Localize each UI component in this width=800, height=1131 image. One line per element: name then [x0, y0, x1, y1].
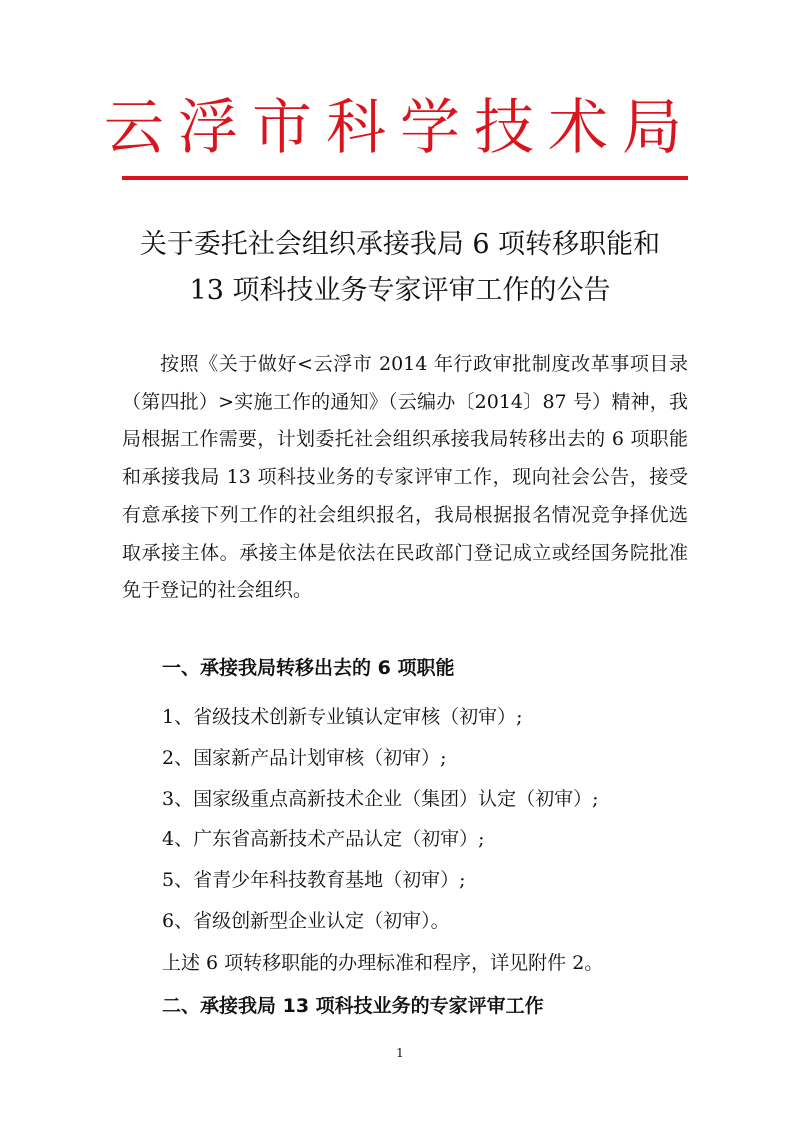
header-red-rule: [122, 176, 688, 180]
section-1-list: [162, 697, 599, 942]
list-item: 6、省级创新型企业认定（初审）。: [162, 909, 450, 932]
document-title: [0, 222, 800, 314]
body-paragraph: 按照《关于做好<云浮市 2014 年行政审批制度改革事项目录（第四批）>实施工作的通知》（云编办〔2014〕87 号）精神，我局根据工作需要，计划委托社会组织承接我局转移出去的 6 项职能和承接我局 13 项科技业务的专家评审工作，现向社会公告，接受有意承接下列工作的社会组织报名，我局根据报名情况竞争择优选取承接主体。承接主体是依法在民政部门登记成立或经国务院批准免于登记的社会组织。: [122, 353, 688, 602]
section-2-heading: 二、承接我局 13 项科技业务的专家评审工作: [162, 995, 544, 1017]
list-item: 5、省青少年科技教育基地（初审）;: [162, 869, 466, 892]
list-item: 4、广东省高新技术产品认定（初审）;: [162, 828, 485, 851]
list-item: 1、省级技术创新专业镇认定审核（初审）;: [162, 706, 523, 728]
org-header-title: 云浮市科学技术局: [104, 93, 696, 163]
document-title-line-1: 关于委托社会组织承接我局 6 项转移职能和: [139, 229, 661, 260]
list-item: 2、国家新产品计划审核（初审）;: [162, 746, 447, 769]
list-item: 3、国家级重点高新技术企业（集团）认定（初审）;: [162, 787, 599, 810]
section-1-heading: 一、承接我局转移出去的 6 项职能: [162, 657, 455, 679]
page-number: 1: [396, 1046, 404, 1060]
document-title-line-2: 13 项科技业务专家评审工作的公告: [189, 275, 611, 306]
section-1-note: 上述 6 项转移职能的办理标准和程序，详见附件 2。: [162, 952, 604, 974]
